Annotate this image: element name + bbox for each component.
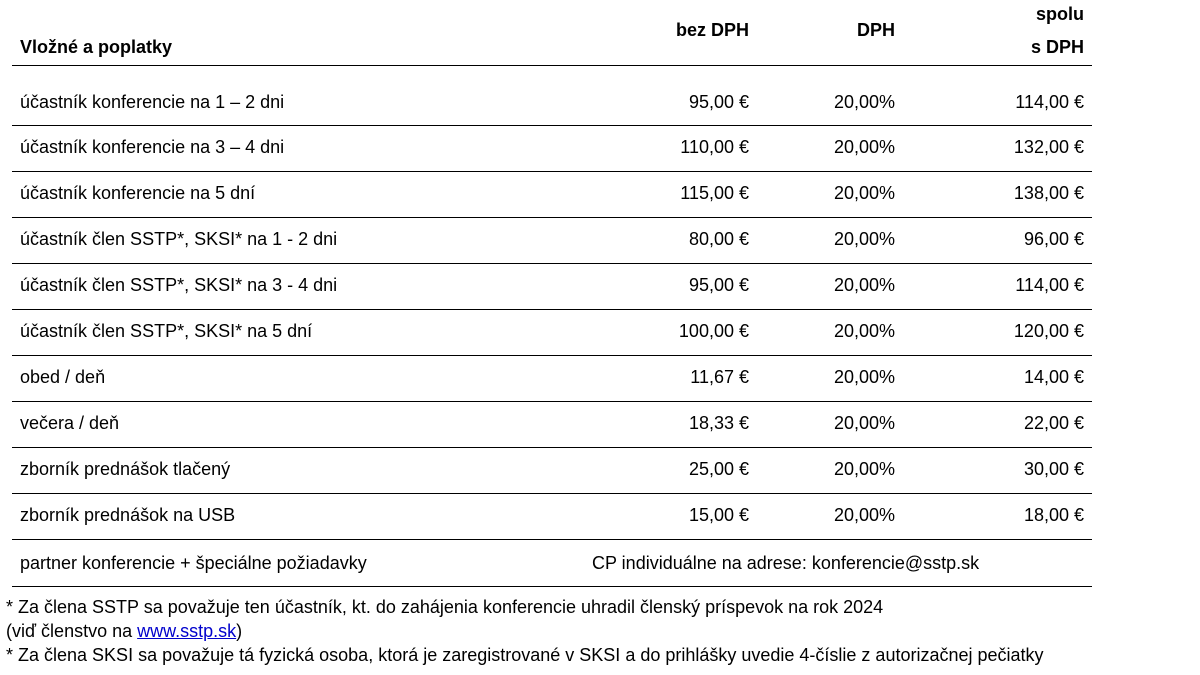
- row-price-s-dph: 138,00 €: [1013, 183, 1084, 203]
- row-price-s-dph: 22,00 €: [1023, 413, 1084, 433]
- table-row: [12, 494, 1092, 540]
- header-divider: [12, 65, 1092, 66]
- row-price-s-dph: 114,00 €: [1015, 92, 1084, 112]
- row-price-s-dph: 96,00 €: [1023, 229, 1084, 249]
- row-price-s-dph: 132,00 €: [1013, 137, 1084, 157]
- row-dph-rate: 20,00%: [833, 367, 895, 387]
- row-price-bez-dph: 25,00 €: [688, 459, 749, 479]
- row-label: účastník konferencie na 3 – 4 dni: [20, 137, 285, 157]
- column-header-s-dph: s DPH: [1030, 37, 1084, 57]
- fees-table-body: [0, 81, 1200, 540]
- row-label: účastník konferencie na 5 dní: [20, 183, 256, 203]
- table-title: Vložné a poplatky: [20, 37, 173, 57]
- table-row: [12, 448, 1092, 494]
- row-label: zborník prednášok na USB: [20, 505, 236, 525]
- row-label: účastník člen SSTP*, SKSI* na 5 dní: [20, 321, 313, 341]
- row-price-s-dph: 120,00 €: [1013, 321, 1084, 341]
- row-price-s-dph: 114,00 €: [1015, 275, 1084, 295]
- row-price-s-dph: 14,00 €: [1023, 367, 1084, 387]
- row-price-s-dph: 18,00 €: [1023, 505, 1084, 525]
- table-row: [12, 264, 1092, 310]
- table-bottom-divider: [12, 586, 1092, 587]
- sstp-website-link[interactable]: www.sstp.sk: [137, 621, 237, 641]
- row-dph-rate: 20,00%: [833, 459, 895, 479]
- row-price-bez-dph: 95,00 €: [688, 92, 749, 112]
- table-row: [12, 402, 1092, 448]
- footnote-prefix: (viď členstvo na: [6, 621, 138, 641]
- row-label: obed / deň: [20, 367, 106, 387]
- row-price-bez-dph: 15,00 €: [688, 505, 749, 525]
- table-row: [12, 218, 1092, 264]
- row-dph-rate: 20,00%: [833, 229, 895, 249]
- footnote-sksi: * Za člena SKSI sa považuje tá fyzická osoba, ktorá je zaregistrované v SKSI a do prihlášky uvedie 4-číslie z autorizačnej pečiatky: [6, 645, 1044, 665]
- row-price-bez-dph: 100,00 €: [678, 321, 749, 341]
- row-price-bez-dph: 11,67 €: [690, 367, 749, 387]
- column-header-bez-dph: bez DPH: [675, 20, 749, 40]
- row-dph-rate: 20,00%: [833, 413, 895, 433]
- row-label: účastník člen SSTP*, SKSI* na 1 - 2 dni: [20, 229, 338, 249]
- footnote-suffix: ): [236, 621, 243, 641]
- row-label: účastník člen SSTP*, SKSI* na 3 - 4 dni: [20, 275, 338, 295]
- row-label: večera / deň: [20, 413, 120, 433]
- row-price-bez-dph: 115,00 €: [680, 183, 749, 203]
- row-dph-rate: 20,00%: [833, 183, 895, 203]
- table-row: [12, 356, 1092, 402]
- row-dph-rate: 20,00%: [833, 275, 895, 295]
- row-label: účastník konferencie na 1 – 2 dni: [20, 92, 285, 112]
- row-dph-rate: 20,00%: [833, 321, 895, 341]
- table-row: [12, 126, 1092, 172]
- row-price-bez-dph: 18,33 €: [688, 413, 749, 433]
- row-price-bez-dph: 80,00 €: [688, 229, 749, 249]
- row-label: zborník prednášok tlačený: [20, 459, 231, 479]
- row-price-s-dph: 30,00 €: [1023, 459, 1084, 479]
- table-row: [12, 172, 1092, 218]
- row-price-bez-dph: 95,00 €: [688, 275, 749, 295]
- row-dph-rate: 20,00%: [833, 92, 895, 112]
- footnote-sstp-membership: [6, 621, 242, 642]
- column-header-dph: DPH: [856, 20, 895, 40]
- table-row: [12, 81, 1092, 126]
- partner-contact-note: CP individuálne na adrese: konferencie@sstp.sk: [592, 553, 980, 573]
- row-price-bez-dph: 110,00 €: [680, 137, 749, 157]
- row-dph-rate: 20,00%: [833, 505, 895, 525]
- table-row: [12, 310, 1092, 356]
- partner-label: partner konferencie + špeciálne požiadavky: [20, 553, 367, 573]
- column-header-spolu: spolu: [1036, 4, 1084, 24]
- footnote-sstp: * Za člena SSTP sa považuje ten účastník, kt. do zahájenia konferencie uhradil členský príspevok na rok 2024: [6, 597, 884, 617]
- row-dph-rate: 20,00%: [833, 137, 895, 157]
